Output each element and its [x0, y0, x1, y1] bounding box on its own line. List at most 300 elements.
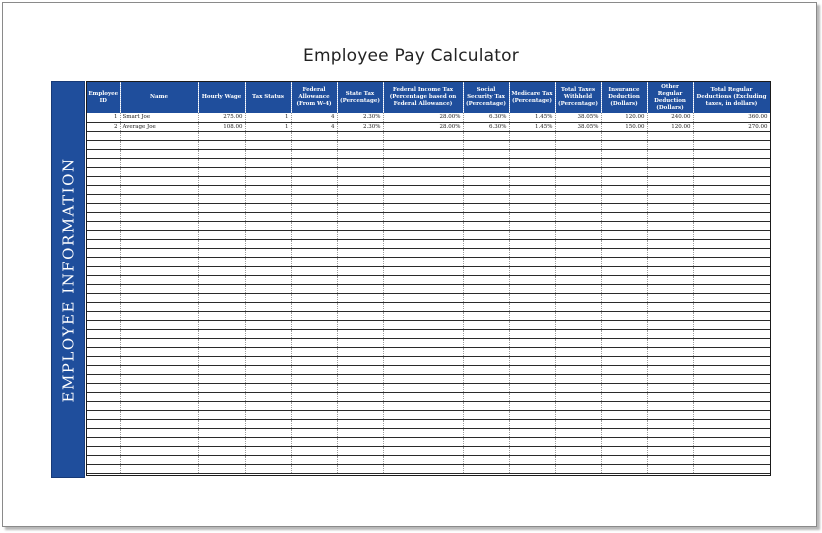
- cell-total_taxes[interactable]: [555, 185, 601, 194]
- cell-wage[interactable]: [198, 374, 245, 383]
- cell-status[interactable]: [245, 230, 291, 239]
- cell-ss_tax[interactable]: [463, 437, 509, 446]
- cell-wage[interactable]: [198, 248, 245, 257]
- cell-allowance[interactable]: [291, 131, 337, 140]
- cell-state_tax[interactable]: [337, 338, 383, 347]
- cell-medicare[interactable]: [509, 320, 555, 329]
- cell-state_tax[interactable]: [337, 239, 383, 248]
- cell-allowance[interactable]: [291, 365, 337, 374]
- cell-other[interactable]: [647, 149, 693, 158]
- cell-total_taxes[interactable]: [555, 302, 601, 311]
- cell-allowance[interactable]: [291, 410, 337, 419]
- cell-total_taxes[interactable]: [555, 194, 601, 203]
- cell-total_taxes[interactable]: 38.05%: [555, 122, 601, 131]
- cell-wage[interactable]: [198, 167, 245, 176]
- cell-total_deductions[interactable]: [693, 293, 770, 302]
- cell-id[interactable]: [87, 131, 120, 140]
- cell-name[interactable]: [120, 464, 198, 473]
- cell-wage[interactable]: [198, 401, 245, 410]
- cell-other[interactable]: [647, 401, 693, 410]
- cell-total_deductions[interactable]: [693, 185, 770, 194]
- cell-name[interactable]: [120, 446, 198, 455]
- cell-state_tax[interactable]: [337, 140, 383, 149]
- cell-medicare[interactable]: [509, 293, 555, 302]
- cell-medicare[interactable]: [509, 131, 555, 140]
- cell-fed_tax[interactable]: [383, 311, 463, 320]
- cell-fed_tax[interactable]: [383, 248, 463, 257]
- cell-name[interactable]: [120, 320, 198, 329]
- cell-id[interactable]: [87, 365, 120, 374]
- cell-allowance[interactable]: [291, 149, 337, 158]
- cell-medicare[interactable]: [509, 356, 555, 365]
- cell-medicare[interactable]: [509, 311, 555, 320]
- cell-total_taxes[interactable]: [555, 338, 601, 347]
- cell-name[interactable]: [120, 248, 198, 257]
- cell-name[interactable]: [120, 140, 198, 149]
- cell-allowance[interactable]: [291, 221, 337, 230]
- cell-name[interactable]: [120, 338, 198, 347]
- cell-total_deductions[interactable]: [693, 437, 770, 446]
- cell-other[interactable]: [647, 410, 693, 419]
- cell-id[interactable]: [87, 248, 120, 257]
- cell-total_deductions[interactable]: [693, 230, 770, 239]
- cell-fed_tax[interactable]: [383, 131, 463, 140]
- column-header-allowance[interactable]: Federal Allowance (From W-4): [291, 82, 337, 113]
- cell-total_taxes[interactable]: [555, 284, 601, 293]
- cell-insurance[interactable]: [601, 131, 647, 140]
- cell-id[interactable]: [87, 302, 120, 311]
- cell-total_deductions[interactable]: [693, 347, 770, 356]
- cell-wage[interactable]: [198, 383, 245, 392]
- cell-total_taxes[interactable]: [555, 419, 601, 428]
- cell-state_tax[interactable]: [337, 374, 383, 383]
- cell-name[interactable]: [120, 194, 198, 203]
- cell-name[interactable]: [120, 239, 198, 248]
- cell-total_deductions[interactable]: [693, 311, 770, 320]
- cell-status[interactable]: [245, 464, 291, 473]
- cell-total_deductions[interactable]: [693, 266, 770, 275]
- cell-other[interactable]: 120.00: [647, 122, 693, 131]
- cell-id[interactable]: [87, 338, 120, 347]
- cell-state_tax[interactable]: [337, 419, 383, 428]
- cell-status[interactable]: [245, 284, 291, 293]
- cell-other[interactable]: [647, 230, 693, 239]
- cell-medicare[interactable]: [509, 194, 555, 203]
- cell-insurance[interactable]: [601, 239, 647, 248]
- cell-allowance[interactable]: [291, 167, 337, 176]
- cell-total_deductions[interactable]: [693, 329, 770, 338]
- cell-allowance[interactable]: [291, 212, 337, 221]
- cell-total_taxes[interactable]: [555, 149, 601, 158]
- cell-total_taxes[interactable]: [555, 167, 601, 176]
- cell-insurance[interactable]: [601, 419, 647, 428]
- cell-status[interactable]: [245, 419, 291, 428]
- cell-insurance[interactable]: [601, 302, 647, 311]
- cell-fed_tax[interactable]: [383, 329, 463, 338]
- cell-total_taxes[interactable]: [555, 212, 601, 221]
- cell-allowance[interactable]: [291, 374, 337, 383]
- cell-wage[interactable]: [198, 437, 245, 446]
- cell-fed_tax[interactable]: [383, 221, 463, 230]
- cell-total_taxes[interactable]: 38.05%: [555, 113, 601, 122]
- cell-name[interactable]: [120, 455, 198, 464]
- cell-insurance[interactable]: [601, 437, 647, 446]
- cell-status[interactable]: [245, 149, 291, 158]
- cell-ss_tax[interactable]: [463, 230, 509, 239]
- cell-total_deductions[interactable]: [693, 410, 770, 419]
- cell-name[interactable]: [120, 167, 198, 176]
- cell-insurance[interactable]: [601, 221, 647, 230]
- cell-other[interactable]: [647, 266, 693, 275]
- cell-wage[interactable]: [198, 428, 245, 437]
- cell-state_tax[interactable]: [337, 464, 383, 473]
- cell-state_tax[interactable]: [337, 275, 383, 284]
- cell-medicare[interactable]: [509, 185, 555, 194]
- cell-allowance[interactable]: 4: [291, 113, 337, 122]
- cell-total_taxes[interactable]: [555, 383, 601, 392]
- cell-wage[interactable]: [198, 311, 245, 320]
- cell-id[interactable]: [87, 149, 120, 158]
- column-header-wage[interactable]: Hourly Wage: [198, 82, 245, 113]
- cell-status[interactable]: [245, 311, 291, 320]
- cell-other[interactable]: [647, 347, 693, 356]
- cell-other[interactable]: [647, 374, 693, 383]
- cell-total_deductions[interactable]: [693, 239, 770, 248]
- cell-allowance[interactable]: [291, 320, 337, 329]
- cell-name[interactable]: [120, 302, 198, 311]
- cell-other[interactable]: [647, 185, 693, 194]
- cell-other[interactable]: [647, 419, 693, 428]
- cell-medicare[interactable]: [509, 446, 555, 455]
- cell-fed_tax[interactable]: [383, 158, 463, 167]
- cell-state_tax[interactable]: [337, 167, 383, 176]
- cell-state_tax[interactable]: [337, 365, 383, 374]
- cell-wage[interactable]: [198, 455, 245, 464]
- cell-fed_tax[interactable]: [383, 149, 463, 158]
- cell-total_deductions[interactable]: [693, 275, 770, 284]
- cell-status[interactable]: [245, 383, 291, 392]
- column-header-total_taxes[interactable]: Total Taxes Withheld (Percentage): [555, 82, 601, 113]
- cell-medicare[interactable]: [509, 428, 555, 437]
- cell-insurance[interactable]: [601, 374, 647, 383]
- cell-wage[interactable]: [198, 185, 245, 194]
- cell-medicare[interactable]: [509, 266, 555, 275]
- cell-fed_tax[interactable]: 28.00%: [383, 122, 463, 131]
- cell-id[interactable]: [87, 383, 120, 392]
- cell-other[interactable]: [647, 356, 693, 365]
- cell-id[interactable]: [87, 428, 120, 437]
- cell-ss_tax[interactable]: [463, 329, 509, 338]
- cell-other[interactable]: 240.00: [647, 113, 693, 122]
- cell-insurance[interactable]: [601, 311, 647, 320]
- cell-fed_tax[interactable]: [383, 203, 463, 212]
- cell-insurance[interactable]: [601, 176, 647, 185]
- cell-medicare[interactable]: [509, 329, 555, 338]
- cell-medicare[interactable]: [509, 419, 555, 428]
- cell-total_taxes[interactable]: [555, 248, 601, 257]
- cell-allowance[interactable]: [291, 194, 337, 203]
- cell-total_deductions[interactable]: [693, 284, 770, 293]
- cell-status[interactable]: 1: [245, 113, 291, 122]
- cell-status[interactable]: [245, 140, 291, 149]
- cell-status[interactable]: [245, 365, 291, 374]
- cell-fed_tax[interactable]: [383, 320, 463, 329]
- cell-wage[interactable]: [198, 131, 245, 140]
- cell-status[interactable]: [245, 221, 291, 230]
- cell-state_tax[interactable]: [337, 446, 383, 455]
- cell-wage[interactable]: [198, 392, 245, 401]
- cell-fed_tax[interactable]: [383, 347, 463, 356]
- cell-total_taxes[interactable]: [555, 230, 601, 239]
- cell-status[interactable]: [245, 392, 291, 401]
- cell-fed_tax[interactable]: [383, 401, 463, 410]
- cell-allowance[interactable]: [291, 185, 337, 194]
- cell-wage[interactable]: [198, 275, 245, 284]
- cell-id[interactable]: 1: [87, 113, 120, 122]
- cell-state_tax[interactable]: [337, 320, 383, 329]
- cell-ss_tax[interactable]: [463, 176, 509, 185]
- cell-ss_tax[interactable]: [463, 185, 509, 194]
- cell-name[interactable]: [120, 419, 198, 428]
- cell-status[interactable]: [245, 239, 291, 248]
- cell-allowance[interactable]: [291, 266, 337, 275]
- cell-other[interactable]: [647, 293, 693, 302]
- cell-wage[interactable]: [198, 302, 245, 311]
- cell-state_tax[interactable]: [337, 329, 383, 338]
- cell-other[interactable]: [647, 194, 693, 203]
- cell-id[interactable]: [87, 374, 120, 383]
- cell-id[interactable]: [87, 446, 120, 455]
- cell-ss_tax[interactable]: [463, 140, 509, 149]
- cell-allowance[interactable]: [291, 329, 337, 338]
- cell-name[interactable]: [120, 176, 198, 185]
- cell-fed_tax[interactable]: [383, 212, 463, 221]
- cell-ss_tax[interactable]: [463, 455, 509, 464]
- cell-insurance[interactable]: [601, 392, 647, 401]
- cell-medicare[interactable]: [509, 176, 555, 185]
- cell-allowance[interactable]: [291, 446, 337, 455]
- cell-total_taxes[interactable]: [555, 266, 601, 275]
- cell-allowance[interactable]: [291, 158, 337, 167]
- cell-ss_tax[interactable]: [463, 365, 509, 374]
- cell-medicare[interactable]: [509, 140, 555, 149]
- cell-insurance[interactable]: [601, 365, 647, 374]
- cell-other[interactable]: [647, 320, 693, 329]
- cell-wage[interactable]: [198, 257, 245, 266]
- cell-total_deductions[interactable]: 270.00: [693, 122, 770, 131]
- cell-wage[interactable]: [198, 464, 245, 473]
- cell-wage[interactable]: [198, 320, 245, 329]
- cell-medicare[interactable]: [509, 149, 555, 158]
- cell-insurance[interactable]: [601, 455, 647, 464]
- cell-ss_tax[interactable]: [463, 356, 509, 365]
- cell-id[interactable]: [87, 356, 120, 365]
- cell-total_taxes[interactable]: [555, 365, 601, 374]
- cell-other[interactable]: [647, 428, 693, 437]
- cell-state_tax[interactable]: [337, 257, 383, 266]
- cell-total_taxes[interactable]: [555, 320, 601, 329]
- cell-fed_tax[interactable]: [383, 356, 463, 365]
- cell-fed_tax[interactable]: [383, 446, 463, 455]
- cell-wage[interactable]: [198, 230, 245, 239]
- cell-wage[interactable]: [198, 410, 245, 419]
- cell-allowance[interactable]: [291, 401, 337, 410]
- cell-name[interactable]: [120, 266, 198, 275]
- cell-total_taxes[interactable]: [555, 374, 601, 383]
- column-header-other[interactable]: Other Regular Deduction (Dollars): [647, 82, 693, 113]
- cell-allowance[interactable]: [291, 248, 337, 257]
- cell-total_deductions[interactable]: [693, 194, 770, 203]
- cell-insurance[interactable]: [601, 338, 647, 347]
- cell-state_tax[interactable]: [337, 248, 383, 257]
- cell-name[interactable]: [120, 356, 198, 365]
- cell-name[interactable]: [120, 257, 198, 266]
- cell-state_tax[interactable]: 2.30%: [337, 122, 383, 131]
- cell-status[interactable]: [245, 185, 291, 194]
- cell-state_tax[interactable]: [337, 428, 383, 437]
- cell-insurance[interactable]: [601, 203, 647, 212]
- cell-fed_tax[interactable]: 28.00%: [383, 113, 463, 122]
- cell-ss_tax[interactable]: [463, 401, 509, 410]
- cell-ss_tax[interactable]: [463, 203, 509, 212]
- cell-status[interactable]: [245, 428, 291, 437]
- cell-total_taxes[interactable]: [555, 131, 601, 140]
- cell-medicare[interactable]: [509, 158, 555, 167]
- cell-ss_tax[interactable]: [463, 257, 509, 266]
- cell-other[interactable]: [647, 167, 693, 176]
- cell-id[interactable]: [87, 419, 120, 428]
- cell-status[interactable]: [245, 401, 291, 410]
- cell-fed_tax[interactable]: [383, 230, 463, 239]
- cell-medicare[interactable]: [509, 455, 555, 464]
- cell-ss_tax[interactable]: [463, 284, 509, 293]
- cell-total_taxes[interactable]: [555, 239, 601, 248]
- cell-allowance[interactable]: [291, 230, 337, 239]
- cell-state_tax[interactable]: [337, 158, 383, 167]
- cell-id[interactable]: [87, 311, 120, 320]
- cell-name[interactable]: [120, 203, 198, 212]
- cell-other[interactable]: [647, 302, 693, 311]
- cell-medicare[interactable]: [509, 239, 555, 248]
- cell-id[interactable]: [87, 437, 120, 446]
- cell-insurance[interactable]: [601, 356, 647, 365]
- cell-ss_tax[interactable]: [463, 275, 509, 284]
- cell-medicare[interactable]: [509, 302, 555, 311]
- cell-state_tax[interactable]: [337, 311, 383, 320]
- cell-state_tax[interactable]: [337, 356, 383, 365]
- cell-status[interactable]: [245, 167, 291, 176]
- cell-total_deductions[interactable]: [693, 419, 770, 428]
- cell-wage[interactable]: [198, 176, 245, 185]
- cell-other[interactable]: [647, 212, 693, 221]
- cell-ss_tax[interactable]: [463, 248, 509, 257]
- cell-allowance[interactable]: [291, 464, 337, 473]
- cell-insurance[interactable]: [601, 194, 647, 203]
- cell-total_taxes[interactable]: [555, 347, 601, 356]
- column-header-status[interactable]: Tax Status: [245, 82, 291, 113]
- cell-status[interactable]: [245, 194, 291, 203]
- cell-total_taxes[interactable]: [555, 158, 601, 167]
- cell-id[interactable]: [87, 284, 120, 293]
- cell-medicare[interactable]: 1.45%: [509, 122, 555, 131]
- cell-ss_tax[interactable]: [463, 338, 509, 347]
- cell-fed_tax[interactable]: [383, 437, 463, 446]
- cell-wage[interactable]: [198, 284, 245, 293]
- cell-total_deductions[interactable]: [693, 374, 770, 383]
- cell-ss_tax[interactable]: [463, 419, 509, 428]
- cell-total_taxes[interactable]: [555, 446, 601, 455]
- cell-wage[interactable]: [198, 212, 245, 221]
- cell-id[interactable]: [87, 464, 120, 473]
- cell-fed_tax[interactable]: [383, 338, 463, 347]
- cell-wage[interactable]: [198, 338, 245, 347]
- cell-insurance[interactable]: [601, 428, 647, 437]
- cell-fed_tax[interactable]: [383, 455, 463, 464]
- cell-state_tax[interactable]: [337, 347, 383, 356]
- cell-status[interactable]: [245, 176, 291, 185]
- cell-status[interactable]: [245, 302, 291, 311]
- cell-status[interactable]: [245, 437, 291, 446]
- cell-ss_tax[interactable]: [463, 149, 509, 158]
- cell-ss_tax[interactable]: [463, 347, 509, 356]
- cell-state_tax[interactable]: [337, 455, 383, 464]
- cell-total_taxes[interactable]: [555, 356, 601, 365]
- cell-other[interactable]: [647, 284, 693, 293]
- cell-wage[interactable]: [198, 293, 245, 302]
- cell-status[interactable]: [245, 329, 291, 338]
- cell-id[interactable]: [87, 230, 120, 239]
- cell-wage[interactable]: [198, 140, 245, 149]
- cell-id[interactable]: [87, 194, 120, 203]
- cell-total_deductions[interactable]: [693, 428, 770, 437]
- column-header-medicare[interactable]: Medicare Tax (Percentage): [509, 82, 555, 113]
- cell-medicare[interactable]: [509, 347, 555, 356]
- cell-total_taxes[interactable]: [555, 176, 601, 185]
- cell-state_tax[interactable]: [337, 149, 383, 158]
- cell-total_deductions[interactable]: [693, 149, 770, 158]
- cell-allowance[interactable]: [291, 455, 337, 464]
- cell-allowance[interactable]: [291, 203, 337, 212]
- cell-fed_tax[interactable]: [383, 284, 463, 293]
- cell-insurance[interactable]: [601, 140, 647, 149]
- cell-id[interactable]: [87, 329, 120, 338]
- cell-wage[interactable]: [198, 329, 245, 338]
- cell-total_taxes[interactable]: [555, 455, 601, 464]
- cell-ss_tax[interactable]: [463, 311, 509, 320]
- cell-status[interactable]: [245, 257, 291, 266]
- cell-total_taxes[interactable]: [555, 392, 601, 401]
- cell-name[interactable]: [120, 329, 198, 338]
- cell-name[interactable]: [120, 410, 198, 419]
- cell-insurance[interactable]: [601, 284, 647, 293]
- cell-name[interactable]: [120, 212, 198, 221]
- cell-allowance[interactable]: 4: [291, 122, 337, 131]
- cell-ss_tax[interactable]: [463, 410, 509, 419]
- cell-other[interactable]: [647, 464, 693, 473]
- cell-allowance[interactable]: [291, 428, 337, 437]
- cell-state_tax[interactable]: [337, 284, 383, 293]
- cell-other[interactable]: [647, 329, 693, 338]
- cell-allowance[interactable]: [291, 311, 337, 320]
- cell-id[interactable]: [87, 320, 120, 329]
- cell-id[interactable]: [87, 221, 120, 230]
- cell-state_tax[interactable]: [337, 176, 383, 185]
- cell-insurance[interactable]: [601, 383, 647, 392]
- cell-wage[interactable]: [198, 158, 245, 167]
- cell-wage[interactable]: [198, 239, 245, 248]
- cell-name[interactable]: [120, 275, 198, 284]
- cell-ss_tax[interactable]: [463, 320, 509, 329]
